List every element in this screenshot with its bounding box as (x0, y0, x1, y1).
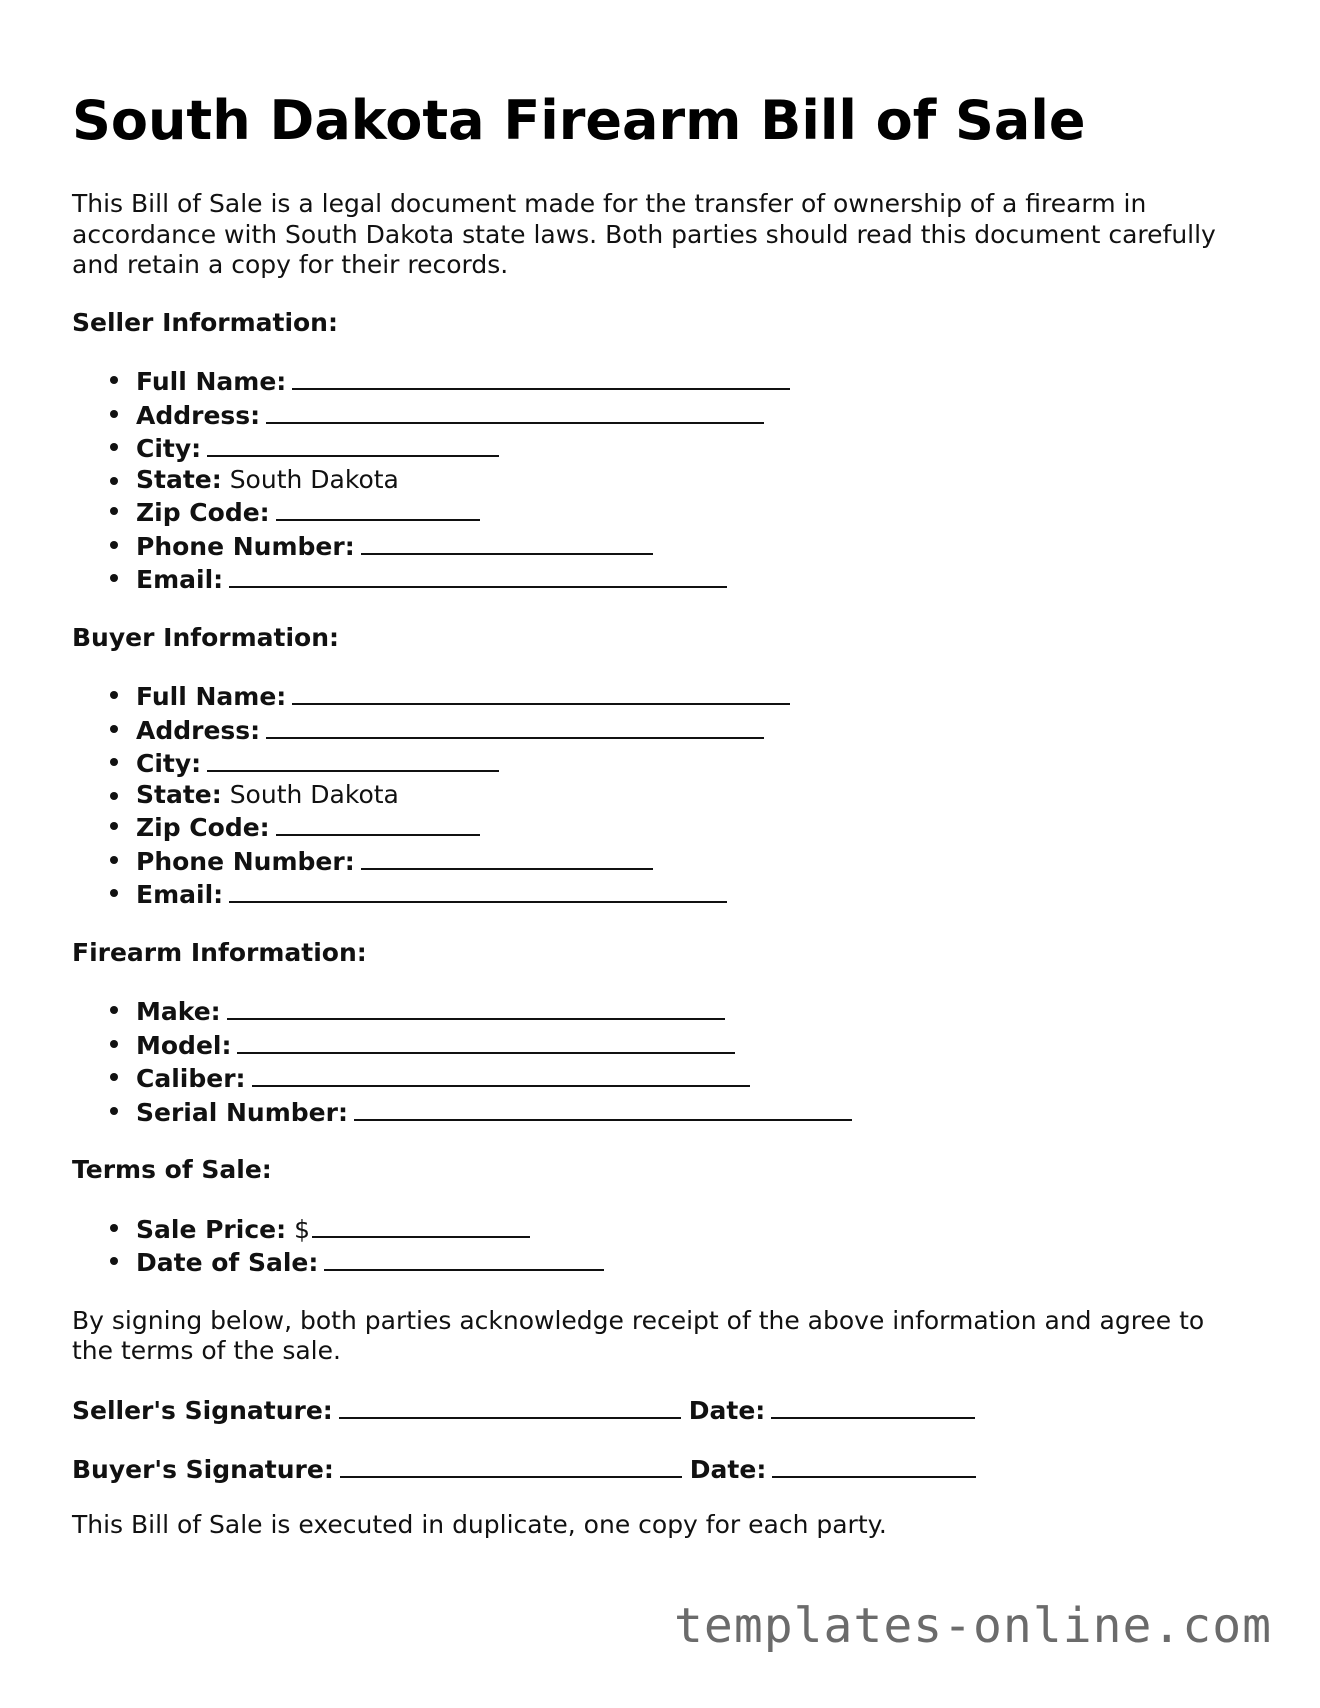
firearm-fields-list (72, 994, 1252, 1128)
buyer-city-blank[interactable] (207, 746, 499, 772)
watermark: templates-online.com (674, 1598, 1272, 1654)
sale-date-blank[interactable] (324, 1245, 604, 1271)
seller-zip-blank[interactable] (276, 495, 480, 521)
seller-city-blank[interactable] (207, 431, 499, 457)
seller-signature-blank[interactable] (339, 1393, 681, 1419)
seller-state-value: South Dakota (229, 464, 399, 494)
document-page (72, 86, 1252, 1540)
firearm-model-label: Model: (136, 1030, 232, 1060)
buyer-date-blank[interactable] (772, 1452, 976, 1478)
buyer-signature-label: Buyer's Signature: (72, 1455, 334, 1484)
sale-price-label: Sale Price: (136, 1214, 287, 1244)
buyer-email-item (136, 877, 1252, 911)
firearm-make-item (136, 994, 1252, 1028)
intro-paragraph: This Bill of Sale is a legal document made for the transfer of ownership of a firearm in accordance with South Dakota state laws. Both parties should read this document carefully and retain a copy for their records. (72, 189, 1216, 279)
buyer-full-name-blank[interactable] (292, 679, 790, 705)
firearm-caliber-blank[interactable] (252, 1061, 750, 1087)
sale-date-item (136, 1245, 1252, 1279)
firearm-caliber-label: Caliber: (136, 1064, 246, 1093)
firearm-make-blank[interactable] (227, 994, 725, 1020)
seller-state-item (136, 465, 1252, 496)
buyer-signature-row (72, 1452, 1252, 1486)
buyer-zip-blank[interactable] (276, 810, 480, 836)
buyer-phone-label: Phone Number: (136, 846, 355, 876)
currency-symbol: $ (294, 1214, 310, 1244)
seller-city-item (136, 431, 1252, 465)
firearm-section-heading: Firearm Information: (72, 937, 367, 967)
closing-paragraph: This Bill of Sale is executed in duplicate, one copy for each party. (72, 1509, 887, 1539)
buyer-state-value: South Dakota (229, 779, 399, 809)
seller-date-label: Date: (688, 1395, 766, 1425)
seller-email-label: Email: (136, 565, 224, 594)
seller-phone-label: Phone Number: (136, 531, 355, 561)
firearm-model-item (136, 1028, 1252, 1062)
seller-section-heading: Seller Information: (72, 307, 338, 337)
firearm-make-label: Make: (136, 997, 221, 1026)
seller-address-blank[interactable] (266, 398, 764, 424)
document-title: South Dakota Firearm Bill of Sale (72, 89, 1086, 152)
seller-signature-label: Seller's Signature: (72, 1395, 333, 1425)
buyer-fields-list (72, 679, 1252, 911)
buyer-address-label: Address: (136, 715, 261, 745)
seller-phone-item (136, 529, 1252, 563)
buyer-state-label: State: (136, 779, 222, 809)
buyer-address-blank[interactable] (266, 713, 764, 739)
terms-section-heading: Terms of Sale: (72, 1155, 272, 1184)
seller-address-item (136, 398, 1252, 432)
sale-price-blank[interactable] (312, 1212, 530, 1238)
sale-date-label: Date of Sale: (136, 1248, 319, 1277)
acknowledgement-paragraph: By signing below, both parties acknowledge receipt of the above information and agree to the terms of the sale. (72, 1305, 1205, 1365)
sale-price-item (136, 1212, 1252, 1246)
seller-email-item (136, 562, 1252, 596)
buyer-full-name-item (136, 679, 1252, 713)
seller-state-label: State: (136, 464, 222, 494)
seller-signature-row (72, 1393, 1252, 1427)
firearm-serial-item (136, 1095, 1252, 1129)
buyer-phone-blank[interactable] (361, 844, 653, 870)
buyer-city-label: City: (136, 749, 202, 778)
seller-address-label: Address: (136, 400, 261, 430)
firearm-caliber-item (136, 1061, 1252, 1095)
buyer-city-item (136, 746, 1252, 780)
seller-zip-item (136, 495, 1252, 529)
buyer-date-label: Date: (689, 1455, 767, 1484)
seller-city-label: City: (136, 434, 202, 463)
firearm-serial-blank[interactable] (354, 1095, 852, 1121)
buyer-email-label: Email: (136, 880, 224, 909)
buyer-phone-item (136, 844, 1252, 878)
seller-phone-blank[interactable] (361, 529, 653, 555)
buyer-section-heading: Buyer Information: (72, 622, 340, 652)
seller-full-name-label: Full Name: (136, 367, 287, 396)
seller-date-blank[interactable] (771, 1393, 975, 1419)
terms-fields-list (72, 1212, 1252, 1279)
firearm-model-blank[interactable] (237, 1028, 735, 1054)
buyer-zip-label: Zip Code: (136, 813, 270, 842)
firearm-serial-label: Serial Number: (136, 1097, 348, 1127)
seller-fields-list (72, 364, 1252, 596)
buyer-address-item (136, 713, 1252, 747)
seller-full-name-item (136, 364, 1252, 398)
seller-email-blank[interactable] (229, 562, 727, 588)
seller-full-name-blank[interactable] (292, 364, 790, 390)
seller-zip-label: Zip Code: (136, 498, 270, 527)
buyer-zip-item (136, 810, 1252, 844)
buyer-full-name-label: Full Name: (136, 682, 287, 711)
buyer-signature-blank[interactable] (340, 1452, 682, 1478)
buyer-email-blank[interactable] (229, 877, 727, 903)
buyer-state-item (136, 780, 1252, 811)
